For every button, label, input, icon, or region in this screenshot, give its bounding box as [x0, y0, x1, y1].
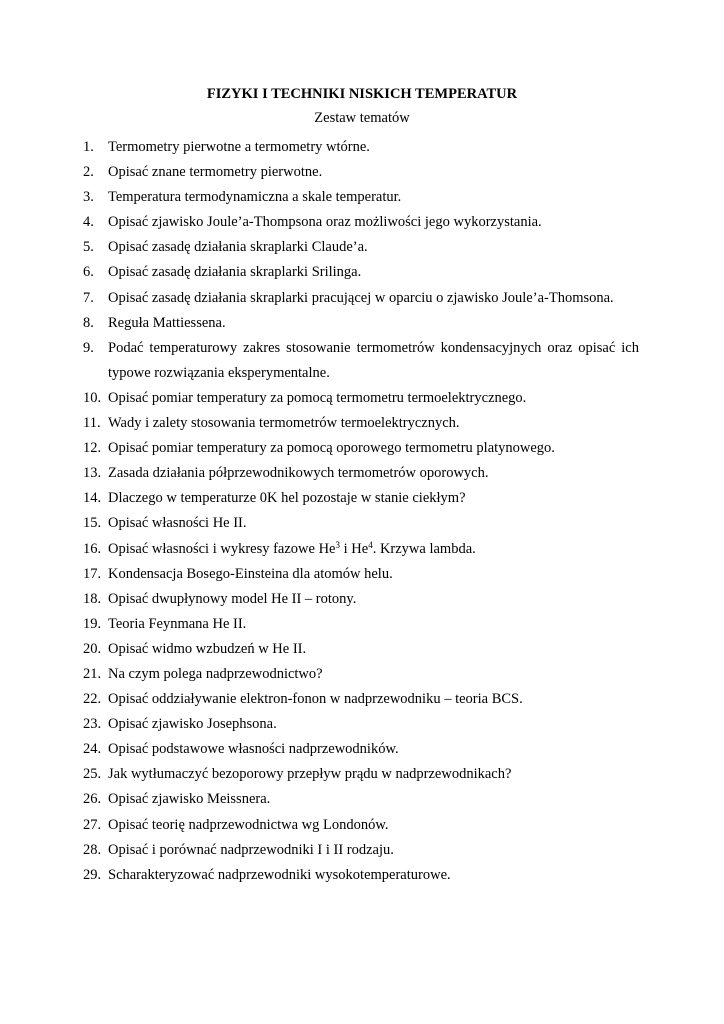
item-number: 25.: [83, 766, 102, 783]
item-text: [108, 537, 639, 562]
list-item: [83, 461, 639, 486]
item-text: Scharakteryzować nadprzewodniki wysokotemperaturowe.: [108, 866, 451, 883]
list-item: [83, 813, 639, 838]
item-number: 9.: [83, 339, 94, 356]
document-subtitle: Zestaw tematów: [314, 110, 410, 126]
item-number: 18.: [83, 590, 102, 607]
item-number: 12.: [83, 440, 102, 457]
item-number: 3.: [83, 189, 94, 206]
list-item: [83, 562, 639, 587]
list-item: [83, 286, 639, 311]
list-item: [83, 537, 639, 562]
list-item: [83, 411, 639, 436]
item-text: Opisać zjawisko Joule’a-Thompsona oraz możliwości jego wykorzystania.: [108, 214, 542, 231]
item-number: 29.: [83, 866, 102, 883]
item-text: Opisać teorię nadprzewodnictwa wg Londonów.: [108, 816, 389, 833]
item-text: Opisać dwupłynowy model He II – rotony.: [108, 590, 357, 607]
list-item: [83, 511, 639, 536]
topic-list: [83, 135, 639, 888]
item-number: 5.: [83, 239, 94, 256]
list-item: [83, 160, 639, 185]
item-number: 7.: [83, 289, 94, 306]
item-text-part: . Krzywa lambda.: [372, 540, 476, 557]
item-text: Opisać zasadę działania skraplarki pracującej w oparciu o zjawisko Joule’a-Thomsona.: [108, 289, 614, 306]
list-item: [83, 637, 639, 662]
item-number: 22.: [83, 691, 102, 708]
item-text: Opisać i porównać nadprzewodniki I i II rodzaju.: [108, 841, 394, 858]
list-item: [83, 587, 639, 612]
list-item: [83, 486, 639, 511]
list-item: [83, 311, 639, 336]
item-number: 4.: [83, 214, 94, 231]
item-number: 28.: [83, 841, 102, 858]
item-text: Opisać widmo wzbudzeń w He II.: [108, 640, 307, 657]
item-number: 17.: [83, 565, 102, 582]
item-number: 2.: [83, 164, 94, 181]
list-item: [83, 712, 639, 737]
item-text: Dlaczego w temperaturze 0K hel pozostaje w stanie ciekłym?: [108, 490, 466, 507]
item-text: Opisać pomiar temperatury za pomocą termometru termoelektrycznego.: [108, 389, 527, 406]
item-number: 14.: [83, 490, 102, 507]
item-text: Podać temperaturowy zakres stosowanie termometrów kondensacyjnych oraz opisać ich typowe rozwiązania eksperymentalne.: [108, 339, 639, 381]
superscript-4: 4: [368, 539, 373, 550]
item-number: 6.: [83, 264, 94, 281]
item-text: Opisać pomiar temperatury za pomocą oporowego termometru platynowego.: [108, 440, 555, 457]
list-item: [83, 386, 639, 411]
item-text: Termometry pierwotne a termometry wtórne.: [108, 139, 370, 155]
item-text: Jak wytłumaczyć bezoporowy przepływ prądu w nadprzewodnikach?: [108, 766, 512, 783]
item-number: 11.: [83, 415, 101, 432]
list-item: [83, 863, 639, 888]
item-text: Opisać oddziaływanie elektron-fonon w nadprzewodniku – teoria BCS.: [108, 691, 523, 708]
item-number: 23.: [83, 716, 102, 733]
item-text: Opisać znane termometry pierwotne.: [108, 164, 323, 181]
list-item: [83, 612, 639, 637]
item-number: 16.: [83, 540, 102, 557]
item-number: 13.: [83, 465, 102, 482]
item-text: Reguła Mattiessena.: [108, 314, 226, 331]
list-item: [83, 336, 639, 386]
item-number: 8.: [83, 314, 94, 331]
item-number: 20.: [83, 640, 102, 657]
item-number: 24.: [83, 741, 102, 758]
item-text: Temperatura termodynamiczna a skale temperatur.: [108, 189, 402, 206]
list-item: [83, 185, 639, 210]
item-text-part: i He: [340, 540, 369, 557]
item-text-part: Opisać własności i wykresy fazowe He: [108, 540, 336, 557]
list-item: [83, 762, 639, 787]
item-text: Wady i zalety stosowania termometrów termoelektrycznych.: [108, 415, 460, 432]
item-text: Opisać zasadę działania skraplarki Srilinga.: [108, 264, 362, 281]
item-text: Na czym polega nadprzewodnictwo?: [108, 665, 323, 682]
item-number: 21.: [83, 665, 102, 682]
item-text: Kondensacja Bosego-Einsteina dla atomów helu.: [108, 565, 393, 582]
item-number: 1.: [83, 139, 94, 155]
list-item: [83, 235, 639, 260]
item-text: Teoria Feynmana He II.: [108, 615, 247, 632]
item-number: 15.: [83, 515, 102, 532]
item-text: Opisać zjawisko Meissnera.: [108, 791, 271, 808]
list-item: [83, 135, 639, 160]
item-text: Opisać zjawisko Josephsona.: [108, 716, 277, 733]
list-item: [83, 687, 639, 712]
item-text: Zasada działania półprzewodnikowych termometrów oporowych.: [108, 465, 489, 482]
list-item: [83, 838, 639, 863]
item-number: 26.: [83, 791, 102, 808]
superscript-3: 3: [335, 539, 340, 550]
item-text: Opisać podstawowe własności nadprzewodników.: [108, 741, 399, 758]
list-item: [83, 737, 639, 762]
item-number: 19.: [83, 615, 102, 632]
list-item: [83, 260, 639, 285]
item-text: Opisać własności He II.: [108, 515, 247, 532]
list-item: [83, 210, 639, 235]
list-item: [83, 787, 639, 812]
list-item: [83, 436, 639, 461]
list-item: [83, 662, 639, 687]
item-number: 27.: [83, 816, 102, 833]
item-number: 10.: [83, 389, 102, 406]
item-text: Opisać zasadę działania skraplarki Claude’a.: [108, 239, 368, 256]
document-title: FIZYKI I TECHNIKI NISKICH TEMPERATUR: [206, 86, 518, 102]
